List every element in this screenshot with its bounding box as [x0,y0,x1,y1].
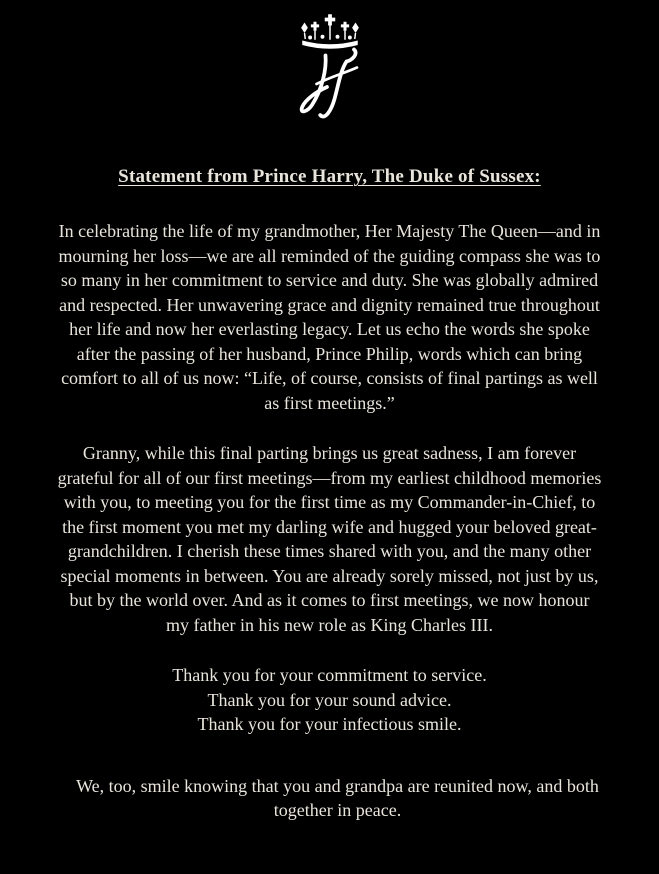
thanks-line-smile: Thank you for your infectious smile. [197,714,462,734]
statement-body [58,219,602,823]
statement-paragraph-2: Granny, while this final parting brings us great sadness, I am forever grateful for all of our first meetings—from my earliest childhood memories with you, to meeting you for the first time as my Commander-in-Chief, to the first moment you met my darling wife and hugged your beloved great-grandchildren. I cherish these times shared with you, and the many other special moments in between. You are already sorely missed, not just by us, but by the world over. And as it comes to first meetings, we now honour my father in his new role as King Charles III. [57,443,602,635]
thanks-block [58,663,602,737]
thanks-line-advice: Thank you for your sound advice. [207,689,452,710]
statement-paragraph-1: In celebrating the life of my grandmother, Her Majesty The Queen—and in mourning her loss—we are all reminded of the guiding compass she was to so many in her commitment to service and duty. She was globally admired and respected. Her unwavering grace and dignity remained true throughout her life and now her everlasting legacy. Let us echo the words she spoke after the passing of her husband, Prince Philip, words which can bring comfort to all of us now: “Life, of course, consists of final partings as well as first meetings.” [58,221,601,413]
royal-monogram-logo [0,12,659,132]
thanks-line-service: Thank you for your commitment to service. [172,665,487,685]
monogram-h-icon [301,50,356,117]
closing-paragraph: We, too, smile knowing that you and grandpa are reunited now, and both together in peace. [76,775,599,820]
statement-title: Statement from Prince Harry, The Duke of Sussex: [118,166,541,187]
crown-icon [301,14,359,49]
